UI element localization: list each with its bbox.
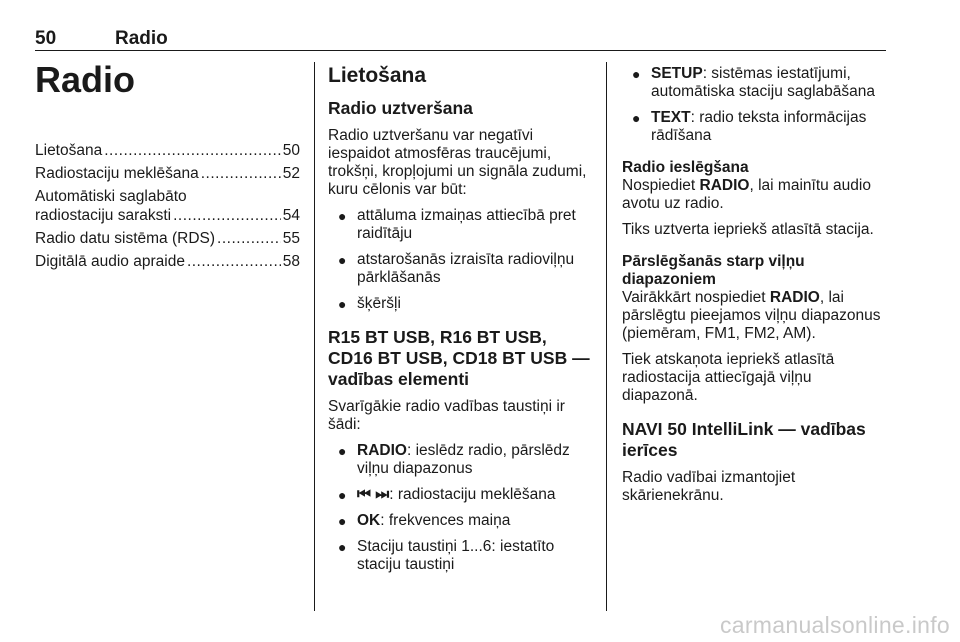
header-title: Radio [115, 28, 168, 49]
paragraph: Tiks uztverta iepriekš atlasītā stacija. [622, 221, 874, 238]
paragraph: Radio uztveršanu var negatīvi iespaidot atmosfēras traucējumi, trokšņi, kropļojumi un signāla zudumi, kuru cēlonis var būt: [328, 127, 587, 198]
toc-entry[interactable] [35, 229, 300, 248]
paragraph: Tiek atskaņota iepriekš atlasītā radiostacija attiecīgajā viļņu diapazonā. [622, 351, 835, 404]
watermark: carmanualsonline.info [719, 612, 950, 638]
toc-entry[interactable] [35, 252, 300, 271]
list-item: ● OK: frekvences maiņa [338, 512, 511, 529]
toc-entry-text: Radio datu sistēma (RDS) [35, 230, 216, 247]
toc-entry-text: Digitālā audio apraide [35, 253, 185, 270]
toc-leader [173, 206, 281, 225]
list-item: ● atstarošanās izraisīta radioviļņu pārklāšanās [338, 251, 575, 286]
bullet-list [622, 65, 887, 145]
bullet-icon: ● [338, 539, 347, 555]
list-item: ● ⏮ ⏭: radiostaciju meklēšana [338, 486, 556, 503]
bullet-icon: ● [632, 110, 641, 126]
ok-key-label: OK [357, 512, 381, 529]
chapter-title: Radio [35, 59, 136, 100]
bullet-icon: ● [338, 513, 347, 529]
toc-leader [104, 141, 281, 160]
list-item: ● TEXT: radio teksta informācijas rādīšana [632, 109, 867, 144]
toc-entry-text: Automātiski saglabāto [35, 188, 187, 205]
page-header [35, 28, 886, 51]
text-key-label: TEXT [651, 109, 691, 126]
bullet-icon: ● [632, 66, 641, 82]
subsection-heading: Radio ieslēgšana [622, 159, 749, 176]
paragraph: Vairākkārt nospiediet RADIO, lai pārslēgtu pieejamos viļņu diapazonus (piemēram, FM1, FM2, AM). [622, 289, 881, 342]
toc-page-number: 58 [282, 253, 300, 270]
section-heading: Lietošana [328, 64, 427, 87]
list-item: ● attāluma izmaiņas attiecībā pret raidītāju [338, 207, 576, 242]
toc-page-number: 50 [282, 142, 300, 159]
table-of-contents [35, 141, 300, 271]
toc-entry[interactable] [35, 187, 300, 225]
toc-entry-text: Radiostaciju meklēšana [35, 165, 199, 182]
toc-page-number: 55 [282, 230, 300, 247]
list-item: ● Staciju taustiņi 1...6: iestatīto staciju taustiņi [338, 538, 555, 573]
content-column-2 [328, 64, 593, 582]
column-divider [606, 62, 607, 611]
subsection-heading: NAVI 50 IntelliLink — vadības ierīces [622, 419, 866, 460]
paragraph: Svarīgākie radio vadības taustiņi ir šādi: [328, 398, 565, 433]
toc-leader [217, 229, 281, 248]
bullet-icon: ● [338, 487, 347, 503]
toc-entry-text: radiostaciju saraksti [35, 207, 172, 224]
toc-entry[interactable] [35, 141, 300, 160]
page-number: 50 [35, 28, 57, 49]
bullet-list [328, 207, 593, 313]
bullet-icon: ● [338, 443, 347, 459]
bullet-icon: ● [338, 252, 347, 268]
content-column-3 [622, 65, 887, 513]
column-divider [314, 62, 315, 611]
toc-column [35, 60, 300, 275]
subsection-heading: Pārslēgšanās starp viļņu diapazoniem [622, 253, 805, 288]
paragraph: Radio vadībai izmantojiet skārienekrānu. [622, 469, 796, 504]
seek-keys-icon: ⏮ ⏭ [357, 486, 390, 503]
paragraph: Nospiediet RADIO, lai mainītu audio avotu uz radio. [622, 177, 871, 212]
bullet-list [328, 442, 593, 574]
toc-page-number: 52 [282, 165, 300, 182]
list-item: ● SETUP: sistēmas iestatījumi, automātiska staciju saglabāšana [632, 65, 876, 100]
radio-key-label: RADIO [357, 442, 407, 459]
bullet-icon: ● [338, 208, 347, 224]
toc-entry-text: Lietošana [35, 142, 103, 159]
toc-page-number: 54 [282, 207, 300, 224]
list-item: ● RADIO: ieslēdz radio, pārslēdz viļņu diapazonus [338, 442, 570, 477]
list-item: ● šķēršļi [338, 295, 401, 312]
subsection-heading: R15 BT USB, R16 BT USB, CD16 BT USB, CD18 BT USB — vadības elementi [328, 327, 590, 389]
bullet-icon: ● [338, 296, 347, 312]
toc-leader [201, 164, 281, 183]
toc-entry[interactable] [35, 164, 300, 183]
subsection-heading: Radio uztveršana [328, 98, 473, 118]
toc-leader [187, 252, 281, 271]
setup-key-label: SETUP [651, 65, 703, 82]
